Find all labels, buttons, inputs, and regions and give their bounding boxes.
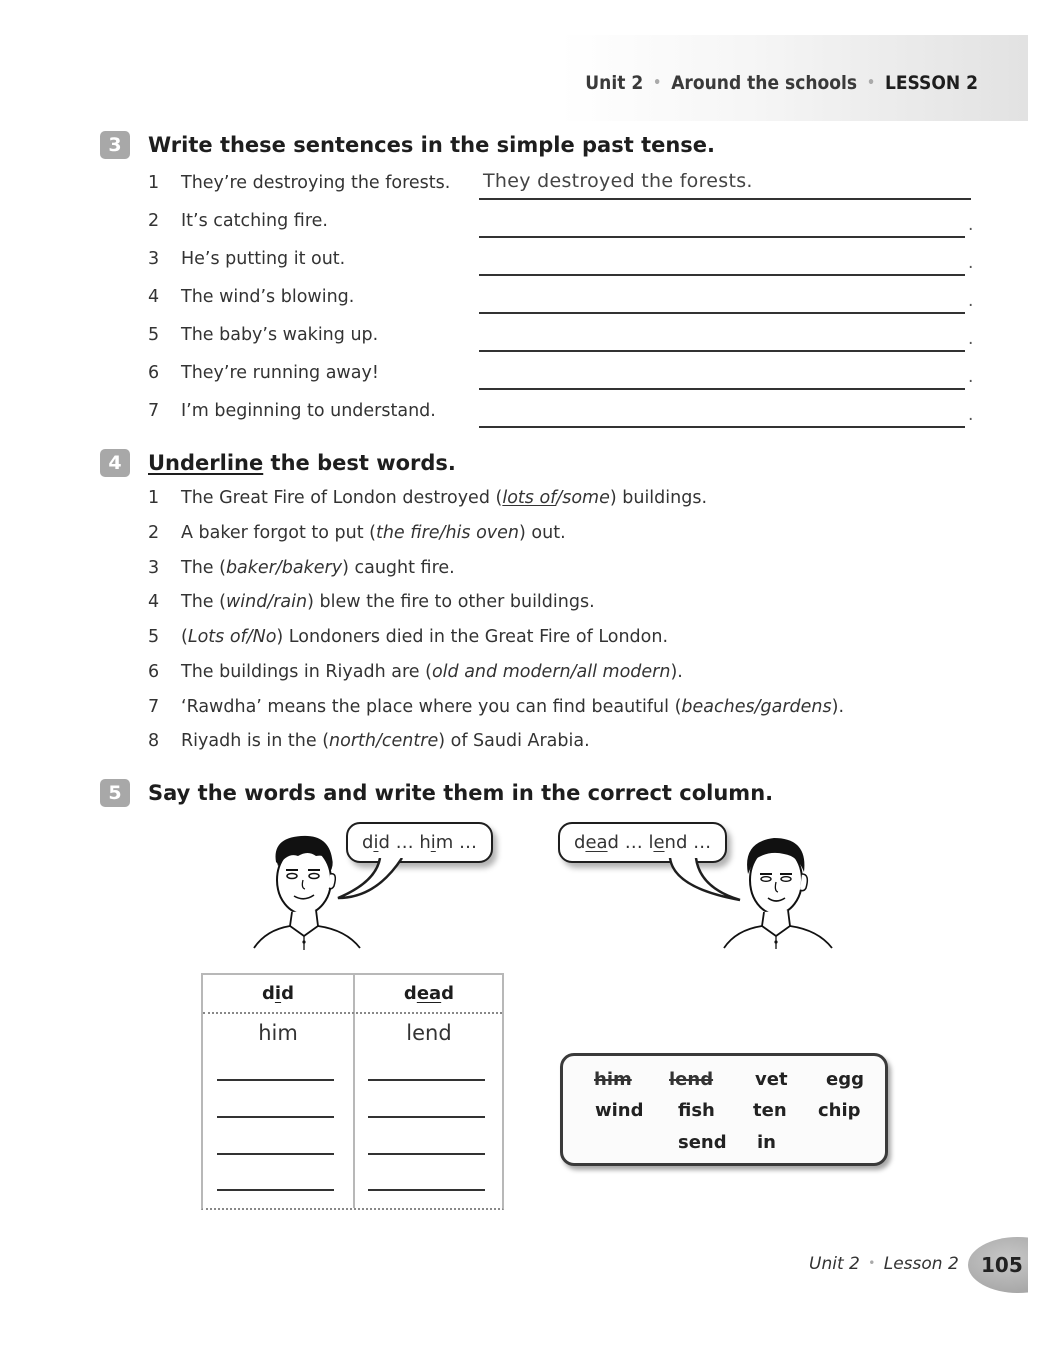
line-period: . — [968, 367, 974, 387]
exercise-4-item — [148, 662, 683, 682]
bubble-text: d — [362, 832, 374, 853]
option-1[interactable]: Lots of — [187, 627, 247, 647]
answer-line[interactable] — [479, 198, 971, 200]
option-2[interactable]: rain — [273, 592, 308, 612]
exercise-3-title: Write these sentences in the simple past tense. — [148, 133, 716, 157]
item-sentence: It’s catching fire. — [181, 211, 328, 231]
bubble-underlined-sound: ea — [585, 832, 608, 853]
header-separator: • — [866, 75, 876, 91]
sound-columns-table — [201, 973, 504, 1210]
exercise-3-item — [148, 249, 978, 279]
line-period: . — [968, 329, 974, 349]
answer-blank[interactable] — [217, 1153, 334, 1155]
header-topic: Around the schools — [671, 72, 858, 94]
option-2[interactable]: some — [562, 488, 610, 508]
answer-blank[interactable] — [217, 1189, 334, 1191]
word-box-word-used: him — [594, 1069, 632, 1090]
item-number: 3 — [148, 249, 160, 269]
item-number: 1 — [148, 488, 160, 508]
sentence-end: ) caught fire. — [342, 558, 455, 578]
answer-blank[interactable] — [217, 1116, 334, 1118]
exercise-3-item — [148, 401, 978, 431]
header-separator: • — [653, 75, 662, 91]
sentence-end: ). — [670, 662, 683, 682]
option-slash: / — [556, 488, 563, 508]
line-period: . — [968, 405, 974, 425]
item-sentence: They’re running away! — [181, 363, 379, 383]
handwritten-answer: They destroyed the forests. — [483, 170, 753, 192]
exercise-4-item — [148, 697, 844, 717]
option-1[interactable]: baker — [225, 558, 276, 578]
item-number: 7 — [148, 401, 160, 421]
item-number: 4 — [148, 287, 160, 307]
option-1[interactable]: old and modern — [431, 662, 571, 682]
item-number: 5 — [148, 325, 160, 345]
page-edge — [1028, 1230, 1062, 1300]
sentence-start: The ( — [181, 558, 226, 578]
option-2[interactable]: his oven — [445, 523, 520, 543]
word-box-word: egg — [826, 1069, 864, 1090]
bubble-text: l — [648, 832, 654, 853]
option-slash: / — [267, 592, 274, 612]
line-period: . — [968, 215, 974, 235]
header-text: d — [441, 983, 455, 1004]
exercise-3-item — [148, 211, 978, 241]
speech-bubble-left — [346, 822, 493, 863]
bubble-text: d — [574, 832, 586, 853]
underlined-answer: lots of — [502, 488, 557, 508]
option-1-underlined[interactable] — [502, 488, 556, 508]
item-number: 3 — [148, 558, 160, 578]
exercise-5-heading — [100, 779, 773, 807]
exercise-number-badge: 5 — [100, 779, 130, 807]
example-word-col1: him — [258, 1021, 298, 1045]
bubble-text: … — [618, 832, 649, 853]
item-sentence: They’re destroying the forests. — [181, 173, 451, 193]
bubble-text: … — [453, 832, 478, 853]
footer-label — [809, 1254, 959, 1274]
answer-line[interactable] — [479, 426, 965, 428]
bubble-text: … — [687, 832, 712, 853]
item-number: 8 — [148, 731, 160, 751]
sentence-start: The buildings in Riyadh are ( — [181, 662, 432, 682]
bubble-underlined-sound: e — [653, 832, 665, 853]
word-box — [560, 1053, 888, 1166]
sentence-start: Riyadh is in the ( — [181, 731, 330, 751]
line-period: . — [968, 253, 974, 273]
item-number: 7 — [148, 697, 160, 717]
header-text: d — [403, 983, 417, 1004]
answer-blank[interactable] — [368, 1189, 485, 1191]
bubble-text: d — [607, 832, 619, 853]
bubble-underlined-sound: i — [430, 832, 436, 853]
item-number: 2 — [148, 211, 160, 231]
exercise-4-item — [148, 558, 455, 578]
header-underlined-sound: i — [274, 983, 282, 1004]
column-header-did — [203, 983, 353, 1004]
option-2[interactable]: centre — [381, 731, 439, 751]
option-slash: / — [275, 558, 282, 578]
word-box-word: chip — [818, 1100, 861, 1121]
option-slash: / — [754, 697, 761, 717]
option-2[interactable]: gardens — [760, 697, 832, 717]
answer-line[interactable] — [479, 274, 965, 276]
answer-blank[interactable] — [368, 1153, 485, 1155]
option-slash: / — [246, 627, 253, 647]
word-box-word-used: lend — [669, 1069, 714, 1090]
option-2[interactable]: No — [252, 627, 277, 647]
exercise-5-title: Say the words and write them in the correct column. — [148, 781, 774, 805]
running-head — [585, 72, 978, 94]
option-2[interactable]: bakery — [281, 558, 343, 578]
header-divider — [203, 1012, 502, 1014]
header-text: d — [281, 983, 294, 1004]
exercise-3-item — [148, 325, 978, 355]
option-slash: / — [570, 662, 577, 682]
exercise-4-title — [148, 451, 456, 475]
column-divider — [353, 975, 355, 1208]
exercise-4-item — [148, 592, 595, 612]
sentence-end: ) buildings. — [609, 488, 708, 508]
exercise-3-item — [148, 363, 978, 393]
exercise-4-heading — [100, 449, 456, 477]
sentence-start: The ( — [181, 592, 226, 612]
answer-blank[interactable] — [217, 1079, 334, 1081]
answer-line[interactable] — [479, 388, 965, 390]
item-number: 6 — [148, 662, 160, 682]
word-box-word: vet — [755, 1069, 788, 1090]
sentence-start: A baker forgot to put ( — [181, 523, 376, 543]
example-word-col2: lend — [406, 1021, 452, 1045]
bubble-text: nd — [664, 832, 688, 853]
page-number: 105 — [981, 1253, 1023, 1277]
answer-blank[interactable] — [368, 1116, 485, 1118]
header-underlined-sound: ea — [416, 983, 442, 1004]
item-number: 6 — [148, 363, 160, 383]
item-number: 4 — [148, 592, 160, 612]
option-2[interactable]: all modern — [576, 662, 671, 682]
sentence-end: ) out. — [519, 523, 566, 543]
word-box-word: ten — [753, 1100, 787, 1121]
exercise-number-badge: 3 — [100, 131, 130, 159]
exercise-4-item — [148, 523, 566, 543]
speech-bubble-right — [558, 822, 727, 863]
option-1[interactable]: beaches — [681, 697, 755, 717]
option-slash: / — [439, 523, 446, 543]
item-number: 2 — [148, 523, 160, 543]
exercise-3-heading — [100, 131, 715, 159]
answer-blank[interactable] — [368, 1079, 485, 1081]
title-rest: the best words. — [263, 451, 456, 475]
boy-right-illustration — [718, 834, 838, 949]
exercise-3-item — [148, 287, 978, 317]
exercise-3-item — [148, 170, 978, 203]
bubble-text: m — [435, 832, 454, 853]
header-lesson: LESSON 2 — [884, 72, 978, 94]
footer-unit: Unit 2 — [809, 1254, 860, 1274]
bubble-text: d — [378, 832, 390, 853]
footer-lesson: Lesson 2 — [883, 1254, 959, 1274]
answer-line[interactable] — [479, 350, 965, 352]
line-period: . — [968, 291, 974, 311]
bubble-text: h — [419, 832, 431, 853]
option-1[interactable]: wind — [225, 592, 268, 612]
item-number: 5 — [148, 627, 160, 647]
word-box-word: fish — [678, 1100, 715, 1121]
option-slash: / — [376, 731, 382, 751]
sentence-end: ). — [831, 697, 845, 717]
option-1[interactable]: the fire — [375, 523, 440, 543]
word-box-word: in — [757, 1132, 776, 1153]
item-sentence: The wind’s blowing. — [181, 287, 355, 307]
exercise-4-item — [148, 627, 668, 647]
title-underlined-word: Underline — [148, 451, 264, 475]
speech-bubble-left-tail — [330, 858, 410, 908]
option-1[interactable]: north — [329, 731, 376, 751]
item-number: 1 — [148, 173, 160, 193]
column-header-dead — [354, 983, 504, 1004]
footer-separator: • — [868, 1256, 876, 1270]
item-sentence: I’m beginning to understand. — [181, 401, 436, 421]
word-box-word: wind — [595, 1100, 644, 1121]
bubble-underlined-sound: i — [373, 832, 379, 853]
sentence-start: ‘Rawdha’ means the place where you can find beautiful ( — [181, 697, 682, 717]
answer-line[interactable] — [479, 312, 965, 314]
sentence-end: ) Londoners died in the Great Fire of London. — [276, 627, 669, 647]
header-text: d — [262, 983, 275, 1004]
item-sentence: He’s putting it out. — [181, 249, 346, 269]
exercise-4-item — [148, 731, 590, 751]
bubble-text: … — [389, 832, 420, 853]
sentence-end: ) blew the fire to other buildings. — [307, 592, 595, 612]
header-unit: Unit 2 — [585, 72, 644, 94]
answer-line[interactable] — [479, 236, 965, 238]
sentence-start: The Great Fire of London destroyed ( — [181, 488, 503, 508]
sentence-start: ( — [181, 627, 188, 647]
exercise-4-item — [148, 488, 707, 508]
sentence-end: ) of Saudi Arabia. — [438, 731, 590, 751]
item-sentence: The baby’s waking up. — [181, 325, 379, 345]
exercise-number-badge: 4 — [100, 449, 130, 477]
word-box-word: send — [678, 1132, 727, 1153]
